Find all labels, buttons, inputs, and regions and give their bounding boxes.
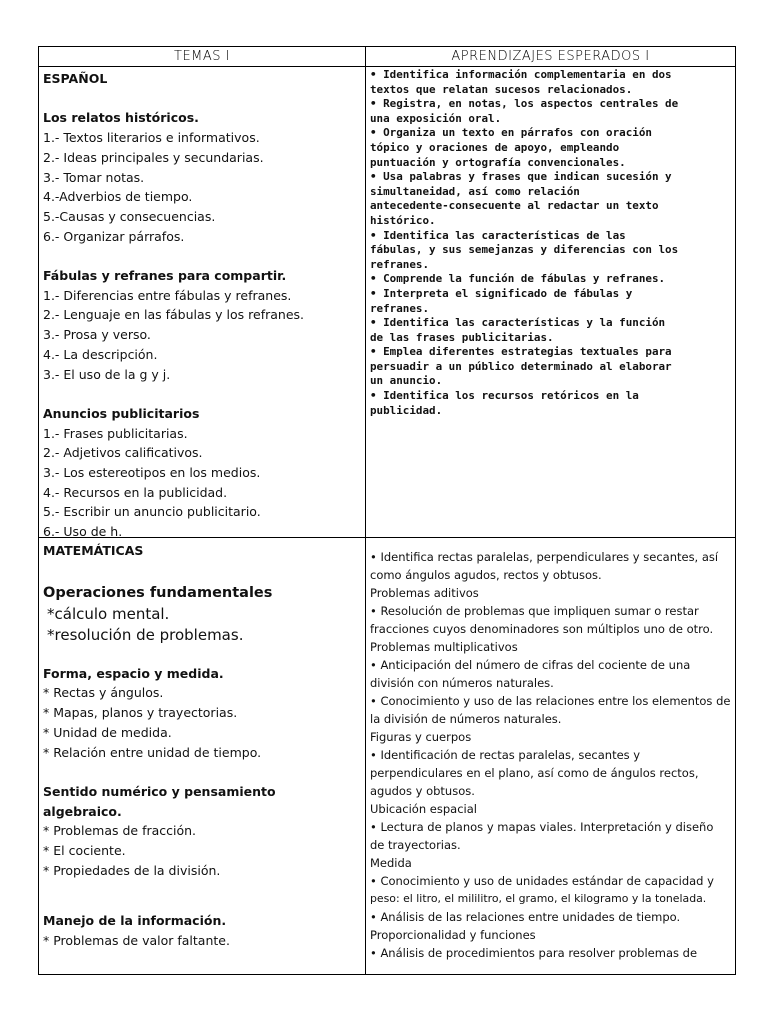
- list-item: * El cociente.: [43, 843, 126, 859]
- list-item: 3.- Tomar notas.: [43, 169, 145, 185]
- aprendizaje-line: textos que relatan sucesos relacionados.: [370, 82, 633, 96]
- section-heading: Sentido numérico y pensamiento: [43, 783, 276, 799]
- aprendizaje-line: peso: el litro, el mililitro, el gramo, el kilogramo y la tonelada.: [370, 892, 707, 905]
- aprendizaje-line: • Conocimiento y uso de unidades estándar de capacidad y: [370, 874, 714, 888]
- aprendizaje-line: • Análisis de procedimientos para resolver problemas de: [370, 946, 698, 960]
- aprendizaje-line: fracciones cuyos denominadores son múltiplos uno de otro.: [370, 622, 714, 636]
- aprendizaje-line: • Interpreta el significado de fábulas y: [370, 286, 633, 300]
- aprendizaje-line: simultaneidad, así como relación: [370, 184, 580, 198]
- list-item: * Problemas de valor faltante.: [43, 933, 230, 949]
- aprendizaje-line: • Análisis de las relaciones entre unidades de tiempo.: [370, 910, 681, 924]
- aprendizaje-line: Proporcionalidad y funciones: [370, 928, 536, 942]
- aprendizaje-line: la división de números naturales.: [370, 712, 562, 726]
- aprendizaje-line: histórico.: [370, 213, 436, 227]
- list-item: 4.- La descripción.: [43, 346, 158, 362]
- aprendizaje-line: • Conocimiento y uso de las relaciones entre los elementos de: [370, 694, 731, 708]
- list-item: 1.- Frases publicitarias.: [43, 425, 188, 441]
- espanol-title: ESPAÑOL: [43, 71, 108, 86]
- aprendizaje-line: división con números naturales.: [370, 676, 554, 690]
- aprendizaje-line: • Identificación de rectas paralelas, secantes y: [370, 748, 641, 762]
- section-heading: Manejo de la información.: [43, 913, 227, 929]
- list-item: * Rectas y ángulos.: [43, 685, 164, 701]
- list-item: *resolución de problemas.: [47, 625, 244, 644]
- aprendizaje-line: persuadir a un público determinado al elaborar: [370, 359, 672, 373]
- header-divider: [39, 66, 735, 67]
- aprendizaje-line: • Registra, en notas, los aspectos centrales de: [370, 97, 679, 111]
- column-divider: [365, 47, 366, 974]
- header-temas: TEMAS I: [174, 49, 230, 64]
- aprendizaje-line: • Anticipación del número de cifras del cociente de una: [370, 658, 691, 672]
- aprendizaje-line: Medida: [370, 856, 412, 870]
- aprendizaje-line: • Organiza un texto en párrafos con oración: [370, 126, 652, 140]
- list-item: 6.- Uso de h.: [43, 524, 123, 540]
- curriculum-table: [38, 46, 736, 975]
- espanol-temas: [43, 69, 361, 542]
- list-item: 5.-Causas y consecuencias.: [43, 208, 216, 224]
- aprendizaje-line: • Identifica rectas paralelas, perpendiculares y secantes, así: [370, 550, 719, 564]
- aprendizaje-line: • Comprende la función de fábulas y refranes.: [370, 272, 666, 286]
- aprendizaje-line: • Resolución de problemas que impliquen sumar o restar: [370, 604, 699, 618]
- aprendizaje-line: fábulas, y sus semejanzas y diferencias con los: [370, 243, 679, 257]
- aprendizaje-line: antecedente-consecuente al redactar un texto: [370, 199, 659, 213]
- list-item: 3.- Prosa y verso.: [43, 327, 151, 343]
- aprendizaje-line: refranes.: [370, 257, 430, 271]
- aprendizaje-line: • Emplea diferentes estrategias textuales para: [370, 345, 672, 359]
- matematicas-temas: [43, 541, 361, 951]
- aprendizaje-line: como ángulos agudos, rectos y obtusos.: [370, 568, 602, 582]
- aprendizaje-line: puntuación y ortografía convencionales.: [370, 155, 626, 169]
- aprendizaje-line: Problemas multiplicativos: [370, 640, 518, 654]
- list-item: * Problemas de fracción.: [43, 823, 197, 839]
- aprendizaje-line: Problemas aditivos: [370, 586, 479, 600]
- section-heading: Anuncios publicitarios: [43, 405, 200, 421]
- aprendizaje-line: agudos y obtusos.: [370, 784, 475, 798]
- list-item: 2.- Lenguaje en las fábulas y los refranes.: [43, 307, 304, 323]
- aprendizaje-line: un anuncio.: [370, 374, 443, 388]
- list-item: 4.-Adverbios de tiempo.: [43, 189, 193, 205]
- aprendizaje-line: de las frases publicitarias.: [370, 330, 554, 344]
- aprendizaje-line: • Identifica información complementaria en dos: [370, 68, 672, 81]
- aprendizaje-line: refranes.: [370, 301, 430, 315]
- aprendizaje-line: • Lectura de planos y mapas viales. Interpretación y diseño: [370, 820, 714, 834]
- list-item: 3.- El uso de la g y j.: [43, 366, 171, 382]
- aprendizaje-line: tópico y oraciones de apoyo, empleando: [370, 140, 620, 154]
- list-item: * Mapas, planos y trayectorias.: [43, 705, 238, 721]
- section-heading: Operaciones fundamentales: [43, 584, 273, 601]
- aprendizaje-line: Figuras y cuerpos: [370, 730, 472, 744]
- list-item: * Relación entre unidad de tiempo.: [43, 744, 262, 760]
- aprendizaje-line: publicidad.: [370, 403, 443, 417]
- matematicas-aprendizajes: [370, 548, 734, 962]
- list-item: 5.- Escribir un anuncio publicitario.: [43, 504, 261, 520]
- list-item: 1.- Diferencias entre fábulas y refranes.: [43, 287, 292, 303]
- list-item: 3.- Los estereotipos en los medios.: [43, 465, 261, 481]
- aprendizaje-line: de trayectorias.: [370, 838, 461, 852]
- aprendizaje-line: • Identifica las características de las: [370, 228, 626, 242]
- espanol-aprendizajes: [370, 68, 734, 418]
- matematicas-title: MATEMÁTICAS: [43, 543, 144, 558]
- aprendizaje-line: una exposición oral.: [370, 111, 502, 125]
- list-item: 2.- Adjetivos calificativos.: [43, 445, 203, 461]
- header-aprendizajes: APRENDIZAJES ESPERADOS I: [451, 49, 650, 64]
- list-item: * Unidad de medida.: [43, 724, 172, 740]
- list-item: * Propiedades de la división.: [43, 862, 221, 878]
- list-item: 1.- Textos literarios e informativos.: [43, 130, 260, 146]
- aprendizaje-line: • Identifica los recursos retóricos en la: [370, 389, 639, 403]
- list-item: 4.- Recursos en la publicidad.: [43, 484, 228, 500]
- section-heading: algebraico.: [43, 803, 122, 819]
- aprendizaje-line: perpendiculares en el plano, así como de ángulos rectos,: [370, 766, 699, 780]
- list-item: 6.- Organizar párrafos.: [43, 228, 185, 244]
- aprendizaje-line: Ubicación espacial: [370, 802, 477, 816]
- aprendizaje-line: • Usa palabras y frases que indican sucesión y: [370, 170, 672, 184]
- aprendizaje-line: • Identifica las características y la función: [370, 316, 666, 330]
- list-item: *cálculo mental.: [47, 604, 170, 623]
- section-heading: Los relatos históricos.: [43, 110, 199, 126]
- list-item: 2.- Ideas principales y secundarias.: [43, 149, 264, 165]
- section-heading: Forma, espacio y medida.: [43, 665, 224, 681]
- section-heading: Fábulas y refranes para compartir.: [43, 268, 287, 283]
